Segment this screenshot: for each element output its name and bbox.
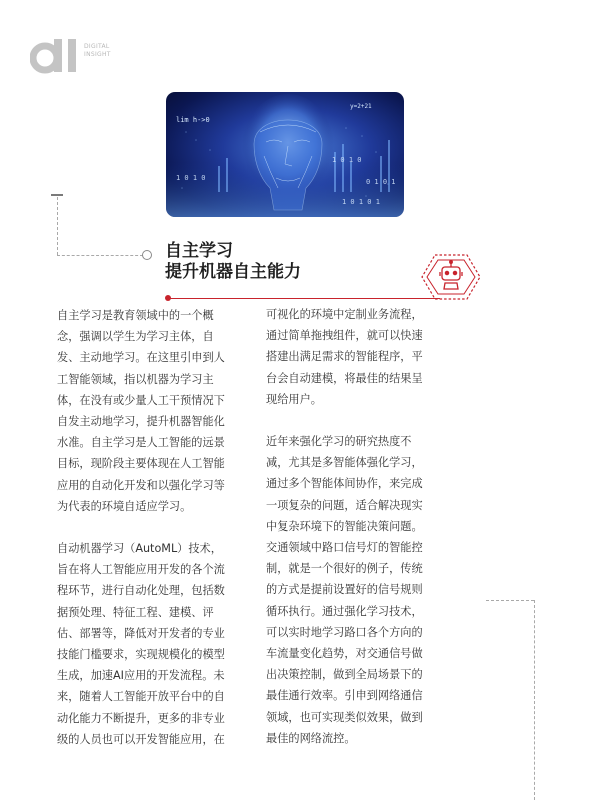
publication-logo — [30, 36, 120, 76]
left-para-2-line: 动化能力不断提升，更多的非专业 — [57, 711, 225, 725]
left-para-2-line: 旨在将人工智能应用开发的各个流 — [57, 563, 225, 577]
right-para-1-line: 可视化的环境中定制业务流程， — [266, 308, 423, 321]
right-para-2-line: 中复杂环境下的智能决策问题。 — [266, 519, 423, 533]
frame-node-circle — [142, 250, 152, 260]
right-para-2-line: 通过多个智能体间协作，来完成 — [266, 477, 423, 491]
logo-mark-icon — [30, 36, 82, 76]
left-para-1-line: 自主学习是教育领域中的一个概 — [57, 309, 214, 322]
left-para-1-line: 自发主动地学习，提升机器智能化 — [57, 415, 225, 429]
right-para-2-line: 领域，也可实现类似效果，做到 — [266, 710, 423, 724]
right-para-2-line: 出决策控制，做到全局场景下的 — [266, 668, 423, 682]
right-para-2-line: 制，就是一个很好的例子，传统 — [266, 562, 423, 576]
right-para-2-line: 减，尤其是多智能体强化学习， — [266, 456, 423, 470]
dashed-frame-bottom — [57, 255, 143, 256]
hero-image-ai-head — [166, 92, 404, 217]
left-para-1-line: 发、主动地学习。在这里引申到人 — [57, 351, 225, 365]
left-para-1-line: 为代表的环境自适应学习。 — [57, 499, 192, 513]
hero-binary-4: 1 0 1 0 1 — [342, 198, 380, 206]
left-para-1-line: 水准。自主学习是人工智能的远景 — [57, 436, 225, 450]
logo-line-2: INSIGHT — [84, 51, 111, 58]
left-para-1-line: 体，在没有或少量人工干预情况下 — [57, 393, 225, 407]
paragraph-gap — [57, 517, 239, 538]
left-para-1-line: 应用的自动化开发和以强化学习等 — [57, 478, 225, 492]
left-para-2-line: 级的人员也可以开发智能应用，在 — [57, 732, 225, 746]
section-title — [165, 241, 301, 283]
title-rule-line — [168, 298, 440, 299]
right-para-2-line: 近年来强化学习的研究热度不 — [266, 435, 412, 449]
ai-head-illustration — [166, 92, 404, 217]
dashed-frame-left — [57, 197, 58, 255]
article-column-left — [57, 305, 239, 750]
right-para-2-line: 一项复杂的问题，适合解决现实 — [266, 498, 423, 512]
left-para-1-line: 念，强调以学生为学习主体，自 — [57, 330, 214, 344]
right-para-2-line: 交通领域中路口信号灯的智能控 — [266, 541, 423, 555]
hero-binary-3: 0 1 0 1 — [366, 178, 396, 186]
right-para-2-line: 的方式是提前设置好的信号规则 — [266, 583, 423, 597]
right-para-1-line: 搭建出满足需求的智能程序，平 — [266, 350, 423, 364]
left-para-2-line: 估、部署等，降低对开发者的专业 — [57, 626, 225, 640]
right-para-1-line: 通过简单拖拽组件，就可以快速 — [266, 329, 423, 343]
hero-binary-1: 1 0 1 0 — [176, 174, 206, 182]
right-para-2-line: 车流量变化趋势，对交通信号做 — [266, 647, 423, 661]
right-para-2-line: 可以实时地学习路口各个方向的 — [266, 625, 423, 639]
left-para-2-line: 来，随着人工智能开放平台中的自 — [57, 690, 225, 704]
left-para-2-line: 据预处理、特征工程、建模、评 — [57, 605, 214, 619]
right-para-1-line: 台会自动建模，将最佳的结果呈 — [266, 371, 423, 385]
right-para-2-line: 最佳的网络流控。 — [266, 731, 356, 745]
left-para-2-line: 生成，加速AI应用的开发流程。未 — [57, 669, 225, 683]
logo-wordmark — [84, 43, 111, 59]
hero-formula-left: lim h->0 — [176, 116, 210, 124]
left-para-2-line: 程环节，进行自动化处理，包括数 — [57, 584, 225, 598]
dashed-frame-right — [534, 600, 535, 800]
paragraph-gap — [266, 410, 448, 431]
right-para-1-line: 现给用户。 — [266, 392, 322, 406]
hero-formula-right: y=2+21 — [350, 103, 372, 110]
right-para-2-line: 循环执行。通过强化学习技术， — [266, 604, 423, 618]
robot-icon — [440, 261, 462, 289]
right-para-2-line: 最佳通行效率。引申到网络通信 — [266, 689, 423, 703]
frame-corner-mark — [51, 194, 63, 196]
left-para-1-line: 工智能领域，指以机器为学习主 — [57, 372, 214, 386]
dashed-frame-right-top — [486, 600, 534, 601]
logo-line-1: DIGITAL — [84, 43, 110, 50]
robot-badge — [420, 252, 482, 302]
section-title-line-2: 提升机器自主能力 — [165, 262, 301, 282]
left-para-2-line: 自动机器学习（AutoML）技术， — [57, 542, 222, 556]
hero-binary-2: 1 0 1 0 — [332, 156, 362, 164]
article-column-right — [266, 304, 448, 749]
left-para-2-line: 技能门槛要求，实现规模化的模型 — [57, 648, 225, 662]
left-para-1-line: 目标，现阶段主要体现在人工智能 — [57, 457, 225, 471]
section-title-line-1: 自主学习 — [165, 241, 233, 261]
